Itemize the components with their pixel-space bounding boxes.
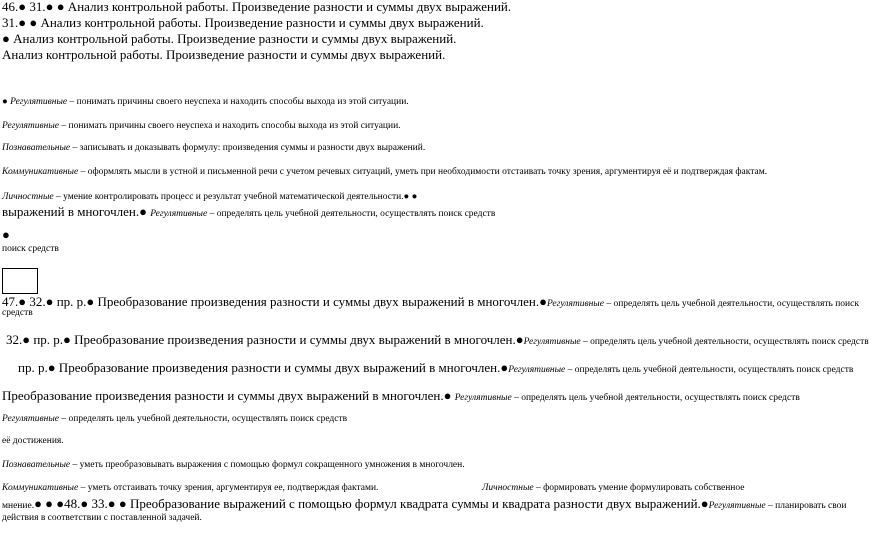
regulative-text: – определять цель учебной деятельности, осуществлять поиск bbox=[603, 299, 859, 309]
bullet: ● bbox=[2, 97, 8, 107]
line-transform bbox=[2, 387, 800, 405]
cognitive-text: – записывать и доказывать формулу: произведения суммы и разности двух выражений. bbox=[70, 143, 426, 153]
regulative-line-1 bbox=[2, 97, 409, 108]
heading-line: 46.● 31.● ● Анализ контрольной работы. Произведение разности и суммы двух выражений. bbox=[2, 0, 512, 14]
cognitive-line-2 bbox=[2, 460, 465, 471]
regulative-text: – определять цель учебной деятельности, осуществлять поиск средств bbox=[59, 414, 348, 424]
label-regulative: Регулятивные bbox=[2, 121, 59, 131]
cognitive-text: – уметь преобразовывать выражения с помощью формул сокращенного умножения в многочлен. bbox=[70, 460, 465, 470]
line-47-text: 47.● 32.● пр. р.● Преобразование произведения разности и суммы двух выражений в многочлен.● bbox=[2, 294, 547, 309]
regulative-text: – определять цель учебной деятельности, осуществлять поиск средств bbox=[565, 365, 854, 375]
communicative-line-2 bbox=[2, 483, 378, 494]
label-regulative: Регулятивные bbox=[523, 337, 581, 347]
label-regulative: Регулятивные bbox=[10, 97, 68, 107]
communicative-text: – оформлять мысли в устной и письменной речи с учетом речевых ситуаций, уметь при необходимости отстаивать точку зрения, аргументируя её и подтверждая фактам. bbox=[78, 167, 768, 177]
personal-text: – умение контролировать процесс и результат учебной математической деятельности.● ● bbox=[53, 192, 418, 202]
line-32-text: 32.● пр. р.● Преобразование произведения разности и суммы двух выражений в многочлен.● bbox=[6, 332, 524, 347]
regulative-text: – определять цель учебной деятельности, осуществлять поиск средств bbox=[580, 337, 869, 347]
label-regulative: Регулятивные bbox=[546, 299, 604, 309]
label-regulative: Регулятивные bbox=[454, 393, 512, 403]
label-personal: Личностные bbox=[2, 192, 54, 202]
label-regulative: Регулятивные bbox=[708, 501, 766, 511]
expression-text: выражений в многочлен.● bbox=[2, 204, 151, 219]
cognitive-line-1 bbox=[2, 143, 425, 154]
line-pr-text: пр. р.● Преобразование произведения разности и суммы двух выражений в многочлен.● bbox=[18, 360, 509, 375]
heading-line: 31.● ● Анализ контрольной работы. Произведение разности и суммы двух выражений. bbox=[2, 15, 484, 30]
line-transform-text: Преобразование произведения разности и суммы двух выражений в многочлен.● bbox=[2, 388, 455, 403]
label-regulative: Регулятивные bbox=[2, 414, 59, 424]
search-means-line: поиск средств bbox=[2, 244, 59, 254]
personal-text: – формировать умение формулировать собственное bbox=[533, 483, 745, 493]
line-47-continued: средств bbox=[2, 308, 33, 318]
empty-box bbox=[2, 268, 38, 294]
line-pr bbox=[18, 359, 853, 377]
label-communicative: Коммуникативные bbox=[2, 483, 79, 493]
line-48 bbox=[2, 495, 847, 513]
line-47 bbox=[2, 293, 859, 311]
regulative-text: – планировать свои bbox=[765, 501, 847, 511]
personal-line-1 bbox=[2, 192, 417, 203]
regulative-text: – понимать причины своего неуспеха и находить способы выхода из этой ситуации. bbox=[59, 121, 401, 131]
label-regulative: Регулятивные bbox=[150, 209, 208, 219]
label-personal: Личностные bbox=[482, 483, 534, 493]
label-cognitive: Познавательные bbox=[2, 460, 71, 470]
line-32 bbox=[6, 331, 869, 349]
regulative-text: – определять цель учебной деятельности, осуществлять поиск средств bbox=[511, 393, 800, 403]
opinion-text: мнение. bbox=[2, 501, 35, 511]
bullet-only: ● bbox=[2, 227, 10, 242]
achievement-line: её достижения. bbox=[2, 436, 64, 446]
label-communicative: Коммуникативные bbox=[2, 167, 79, 177]
regulative-line-3 bbox=[2, 414, 347, 425]
expression-line bbox=[2, 203, 495, 221]
label-regulative: Регулятивные bbox=[508, 365, 566, 375]
personal-line-2 bbox=[482, 483, 744, 494]
heading-line: ● Анализ контрольной работы. Произведение разности и суммы двух выражений. bbox=[2, 31, 457, 46]
communicative-text: – уметь отстаивать точку зрения, аргументируя ее, подтверждая фактами. bbox=[78, 483, 379, 493]
regulative-text: – определять цель учебной деятельности, осуществлять поиск средств bbox=[207, 209, 496, 219]
label-cognitive: Познавательные bbox=[2, 143, 71, 153]
heading-line: Анализ контрольной работы. Произведение разности и суммы двух выражений. bbox=[2, 47, 446, 62]
line-48-text: ● ● ●48.● 33.● ● Преобразование выражений с помощью формул квадрата суммы и квадрата разности двух выражений.● bbox=[34, 496, 709, 511]
regulative-line-2 bbox=[2, 121, 401, 132]
regulative-text: – понимать причины своего неуспеха и находить способы выхода из этой ситуации. bbox=[67, 97, 409, 107]
actions-line: действия в соответствии с поставленной задачей. bbox=[2, 513, 202, 523]
communicative-line-1 bbox=[2, 167, 767, 178]
